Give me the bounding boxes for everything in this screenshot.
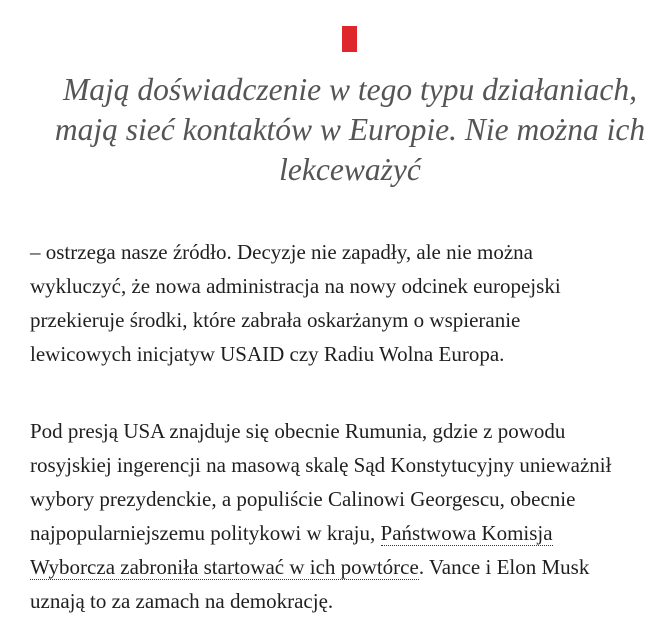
paragraph-line: rosyjskiej ingerencji na masową skalę Sąd Konstytucyjny unieważnił xyxy=(30,453,612,477)
paragraph-line: – ostrzega nasze źródło. Decyzje nie zapadły, ale nie można xyxy=(30,240,533,264)
article-paragraph-2 xyxy=(30,414,669,618)
paragraph-line: uznają to za zamach na demokrację. xyxy=(30,589,334,613)
pull-quote xyxy=(30,70,669,190)
paragraph-text: najpopularniejszemu politykowi w kraju, xyxy=(30,521,381,545)
pull-quote-line: mają sieć kontaktów w Europie. Nie można ich xyxy=(54,112,646,147)
paragraph-line: Pod presją USA znajduje się obecnie Rumunia, gdzie z powodu xyxy=(30,419,566,443)
paragraph-line xyxy=(30,516,669,550)
quote-mark-icon xyxy=(342,26,357,52)
pkw-article-link[interactable]: Państwowa Komisja xyxy=(380,521,553,545)
paragraph-line: wykluczyć, że nowa administracja na nowy odcinek europejski xyxy=(30,274,561,298)
article-paragraph-1 xyxy=(30,235,669,371)
paragraph-line: przekieruje środki, które zabrała oskarżanym o wspieranie xyxy=(30,308,521,332)
pull-quote-line: lekceważyć xyxy=(279,152,421,187)
paragraph-line: wybory prezydenckie, a populiście Calinowi Georgescu, obecnie xyxy=(30,487,576,511)
pull-quote-line: Mają doświadczenie w tego typu działaniach, xyxy=(63,72,637,107)
paragraph-line: lewicowych inicjatyw USAID czy Radiu Wolna Europa. xyxy=(30,342,505,366)
pkw-article-link-continued[interactable]: Wyborcza zabroniła startować w ich powtórce xyxy=(30,555,419,579)
paragraph-line xyxy=(30,550,669,584)
paragraph-text: . Vance i Elon Musk xyxy=(418,555,590,579)
